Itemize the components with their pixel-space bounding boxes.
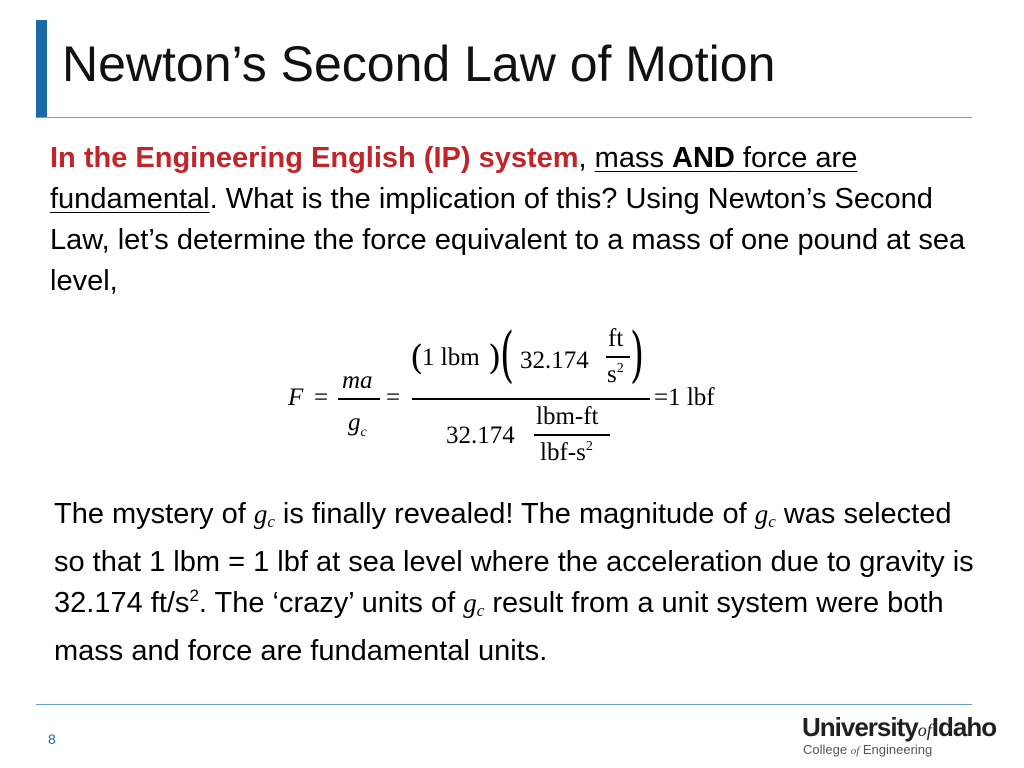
conclusion-superscript: 2 xyxy=(189,586,199,605)
slide-title: Newton’s Second Law of Motion xyxy=(62,36,776,92)
eq-ft-s2-bar xyxy=(606,356,630,358)
conclusion-text-3: was selected so that 1 lbm = 1 lbf at sea level where the acceleration due to gravity is 32.174 ft/s xyxy=(54,498,974,619)
eq-mass-term: 1 lbm xyxy=(422,344,480,371)
gc-symbol: $g_c$ xyxy=(253,499,275,531)
conclusion-text-1: The mystery of xyxy=(54,498,254,530)
conclusion-paragraph xyxy=(54,494,984,672)
eq-paren-open-1: ( xyxy=(410,338,424,378)
intro-red-lead: In the Engineering English (IP) system xyxy=(50,142,579,174)
eq-result: =1 lbf xyxy=(654,384,715,411)
conclusion-text-5: result from a unit system were both mass and force are fundamental units. xyxy=(54,587,944,667)
eq-paren-close-2: ) xyxy=(630,320,645,390)
logo-wordmark: UniversityofIdaho xyxy=(802,712,997,742)
eq-gc-value: 32.174 xyxy=(446,422,515,449)
intro-and-word: AND xyxy=(672,142,735,174)
title-divider xyxy=(36,117,972,118)
logo-college-line: College of Engineering xyxy=(803,742,933,757)
eq-lbm-ft: lbm-ft xyxy=(536,403,599,430)
intro-force-phrase: force are fundamental xyxy=(50,142,858,215)
force-equation xyxy=(280,318,740,478)
page-number: 8 xyxy=(48,731,56,747)
eq-paren-close-1: ) xyxy=(488,338,502,378)
intro-comma: , xyxy=(578,142,595,174)
eq-gc-units-bar xyxy=(534,434,610,436)
eq-equals-2: = xyxy=(386,384,401,411)
eq-ma-fraction-bar xyxy=(338,398,380,400)
eq-F: F xyxy=(288,384,304,411)
title-accent-bar xyxy=(36,20,47,117)
eq-accel-value: 32.174 xyxy=(520,347,589,374)
conclusion-text-4: . The ‘crazy’ units of xyxy=(198,587,464,619)
intro-rest: . What is the implication of this? Using Newton’s Second Law, let’s determine the force equivalent to a mass of one pound at sea level, xyxy=(50,183,966,297)
conclusion-text-2: is finally revealed! The magnitude of xyxy=(274,498,755,530)
gc-symbol: $g_c$ xyxy=(754,499,776,531)
eq-ft: ft xyxy=(608,325,624,352)
eq-main-fraction-bar xyxy=(412,398,650,400)
footer-divider xyxy=(36,704,972,705)
eq-gc: $g_c$ xyxy=(348,409,367,440)
gc-symbol: $g_c$ xyxy=(463,588,485,620)
eq-lbf-s2: lbf-$s^2$ xyxy=(540,439,593,466)
eq-ma: ma xyxy=(342,367,373,394)
eq-equals-1: = xyxy=(314,384,329,411)
intro-mass-word: mass xyxy=(594,142,672,174)
eq-s2: $s^2$ xyxy=(607,361,624,388)
eq-paren-open-2: ( xyxy=(500,320,515,390)
university-logo xyxy=(802,712,1014,762)
intro-paragraph xyxy=(50,138,980,302)
